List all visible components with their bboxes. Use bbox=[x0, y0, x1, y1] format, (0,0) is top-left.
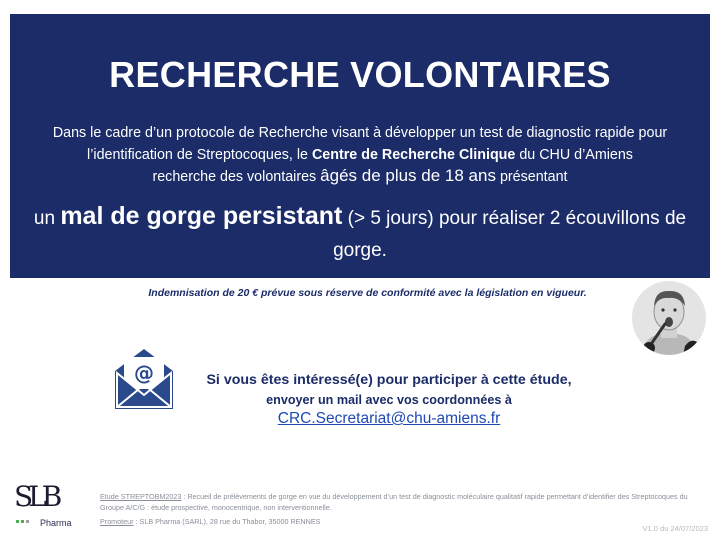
logo-letters: SLB bbox=[14, 480, 58, 513]
study-label: Etude STREPTOBM2023 bbox=[100, 492, 182, 501]
symptom-line bbox=[30, 200, 690, 267]
contact-invitation: Si vous êtes intéressé(e) pour participer à cette étude, bbox=[206, 372, 572, 388]
criteria-pre: recherche des volontaires bbox=[152, 169, 321, 185]
logo-subtitle: Pharma bbox=[40, 518, 72, 528]
criteria-post: présentant bbox=[495, 169, 568, 185]
research-center-name: Centre de Recherche Clinique bbox=[311, 147, 516, 163]
symptom-highlight: mal de gorge persistant bbox=[60, 202, 343, 230]
study-description bbox=[100, 491, 712, 513]
contact-instruction: envoyer un mail avec vos coordonnées à bbox=[266, 393, 512, 407]
svg-text:@: @ bbox=[134, 361, 154, 385]
mail-icon bbox=[113, 345, 175, 411]
intro-text-end: du CHU d’Amiens bbox=[515, 147, 633, 163]
slb-pharma-logo bbox=[14, 480, 94, 528]
symptom-post: (> 5 jours) pour réaliser 2 écouvillons de gorge. bbox=[333, 208, 687, 261]
promoter-label: Promoteur bbox=[100, 517, 134, 526]
criteria-line bbox=[30, 166, 690, 186]
page-title: RECHERCHE VOLONTAIRES bbox=[109, 54, 611, 95]
symptom-pre: un bbox=[33, 208, 61, 229]
promoter-line bbox=[100, 516, 712, 527]
intro-text: Dans le cadre d’un protocole de Recherche visant à développer un test de diagnostic rapide pour l’identification de Streptocoques, le bbox=[52, 125, 668, 163]
contact-block bbox=[180, 372, 598, 428]
header-banner bbox=[10, 14, 710, 278]
promoter-text: : SLB Pharma (SARL), 28 rue du Thabor, 35000 RENNES bbox=[133, 517, 321, 526]
intro-paragraph bbox=[30, 122, 690, 166]
version-label: V1.0 du 24/07/2023 bbox=[642, 524, 708, 533]
compensation-notice: Indemnisation de 20 € prévue sous réserve de conformité avec la législation en vigueur. bbox=[148, 287, 587, 299]
age-criteria: âgés de plus de 18 ans bbox=[320, 166, 496, 185]
study-text: : Recueil de prélèvements de gorge en vue du développement d’un test de diagnostic moléculaire qualitatif rapide permettant d’identifier des Streptocoques du Groupe A/C/G : étude prospective, monocentrique, non interventionnelle. bbox=[100, 492, 688, 512]
contact-email-link[interactable]: CRC.Secretariat@chu-amiens.fr bbox=[277, 410, 501, 427]
sore-throat-person-icon bbox=[631, 280, 707, 356]
study-footer bbox=[100, 491, 712, 527]
